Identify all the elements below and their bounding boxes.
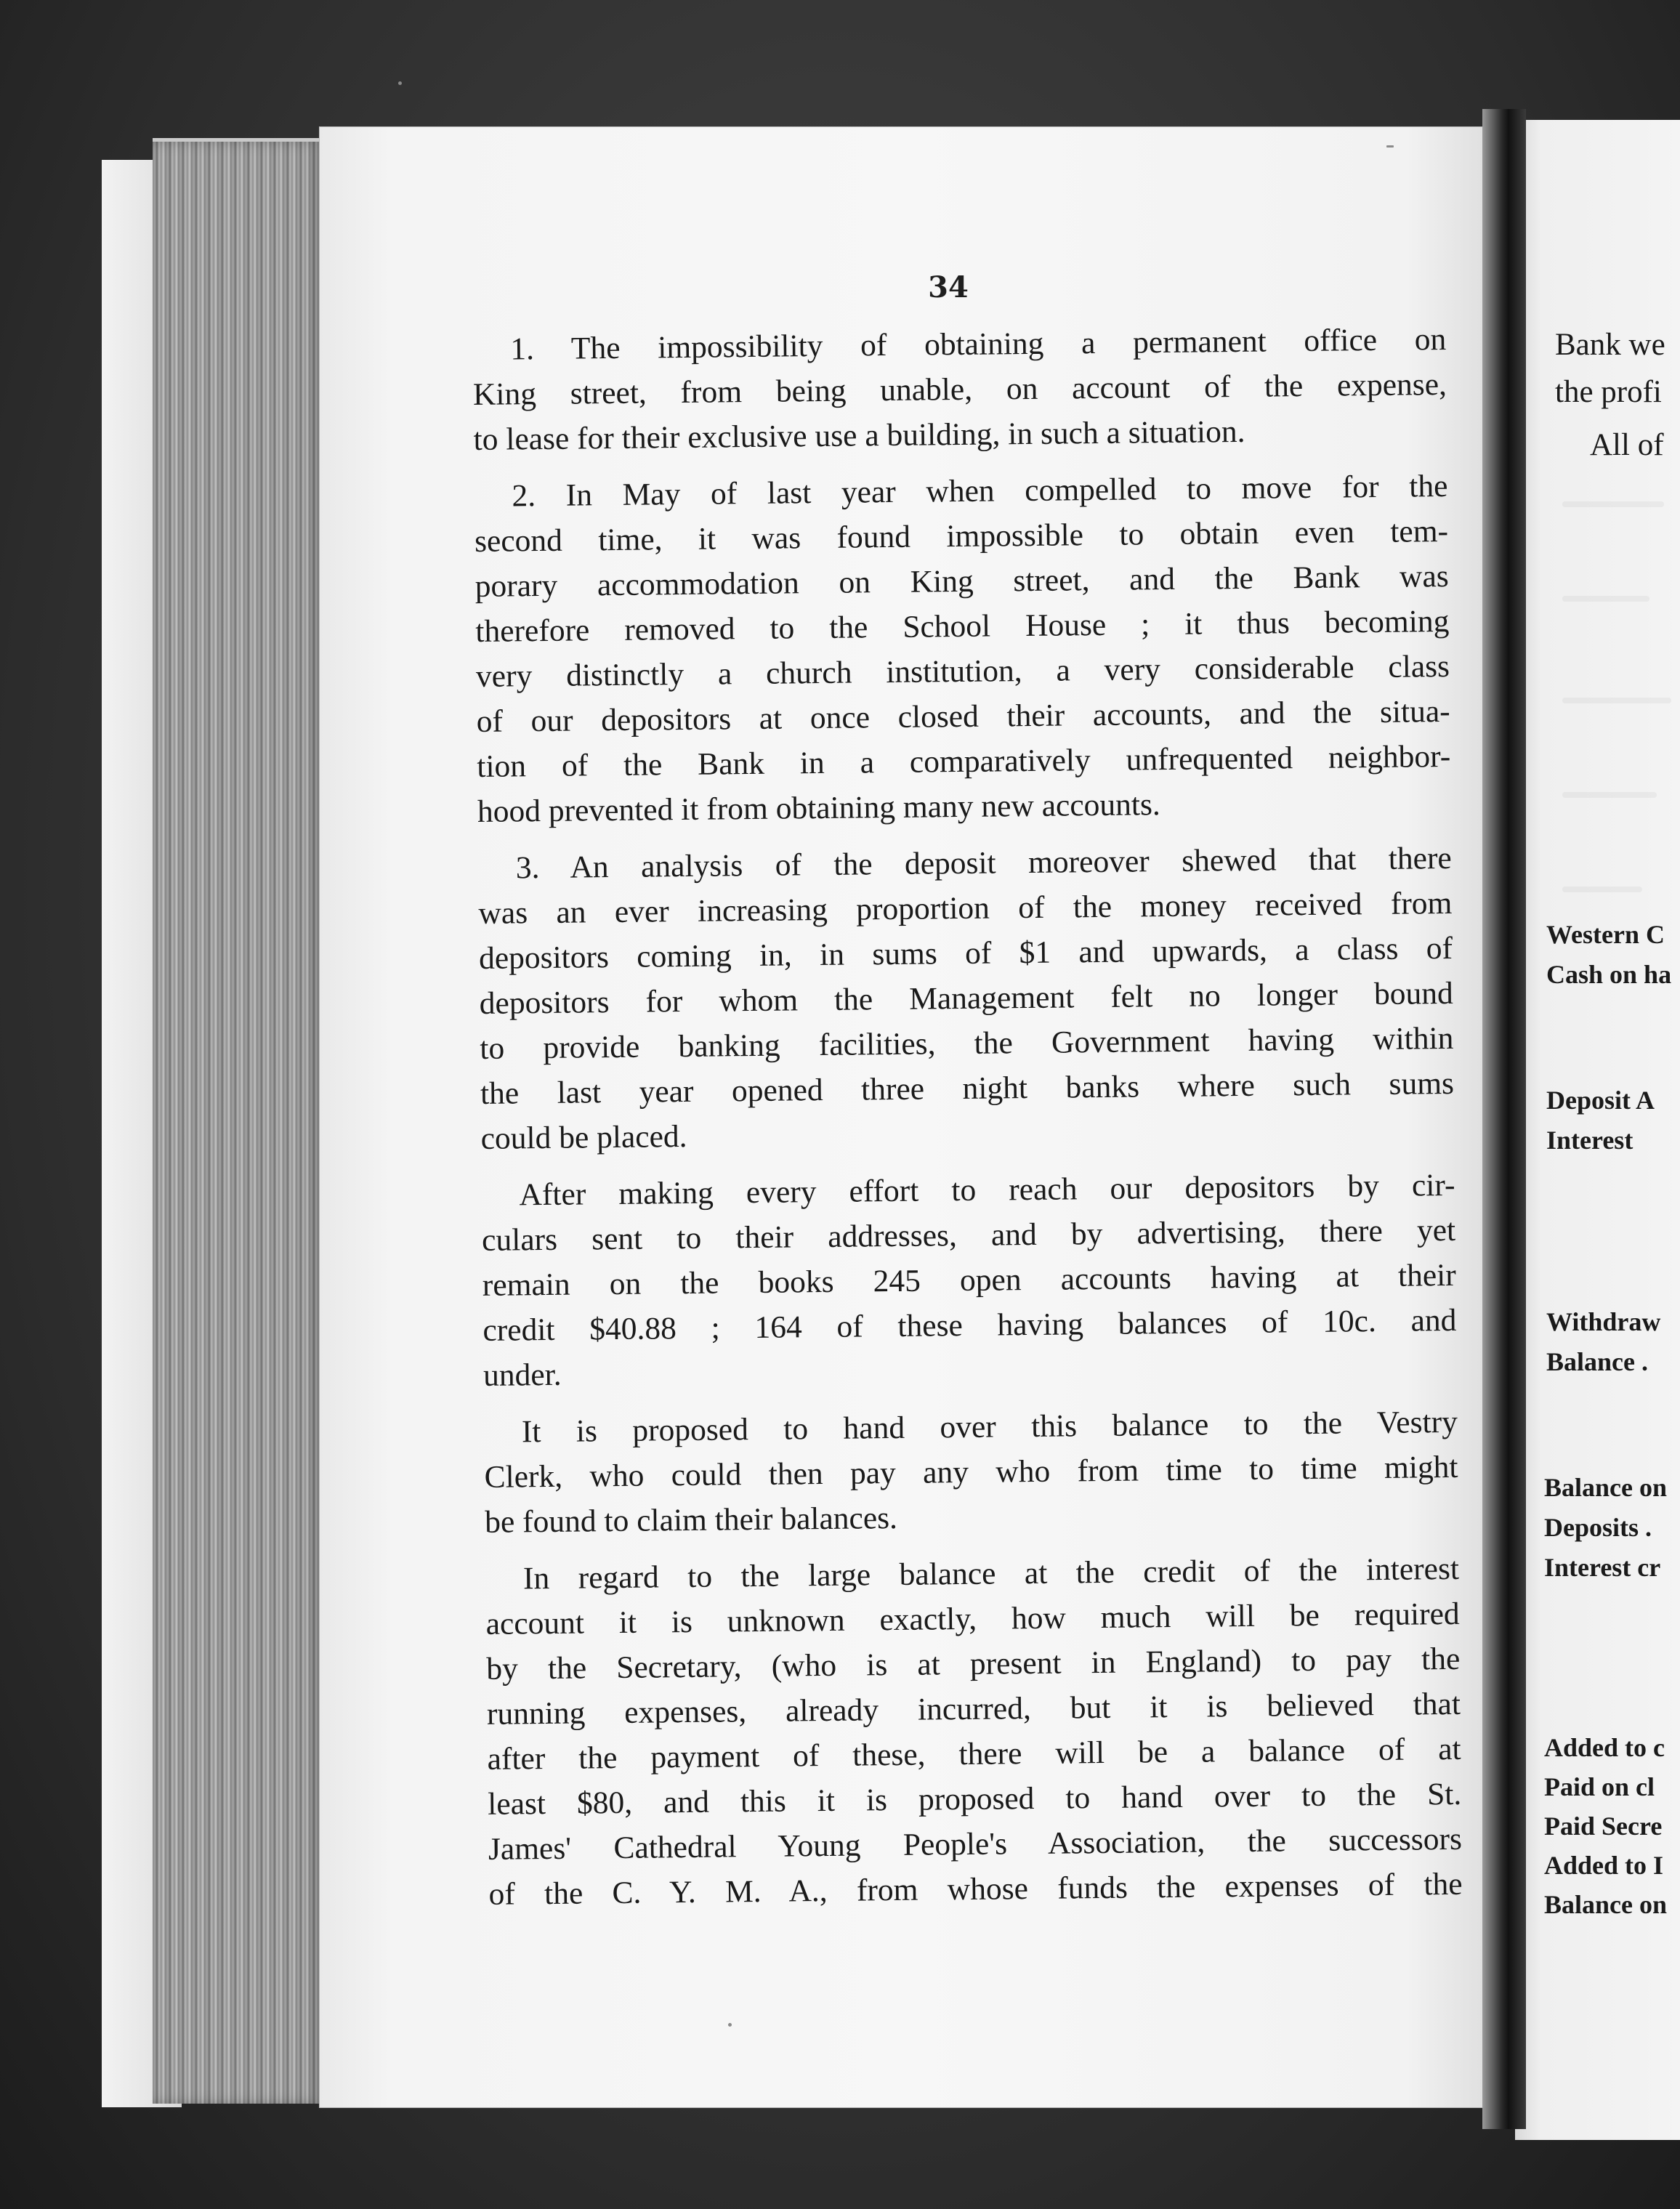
page-number: 34 <box>928 270 969 304</box>
text-line: 2. In May of last year when compelled to move for the <box>512 468 1448 514</box>
paragraph-2 <box>474 464 1451 834</box>
page-edges-stack <box>153 142 323 2104</box>
paragraph-4 <box>481 1163 1457 1398</box>
text-line: credit $40.88 ; 164 of these having balances of 10c. and <box>482 1302 1457 1348</box>
text-line: therefore removed to the School House ; it thus becoming <box>475 603 1450 649</box>
text-line: King street, from being unable, on account of the expense, <box>472 366 1447 412</box>
text-line: be found to claim their balances. <box>484 1500 898 1540</box>
text-line: James' Cathedral Young People's Association, the successors <box>488 1821 1463 1867</box>
text-line: account it is unknown exactly, how much will be required <box>485 1596 1460 1641</box>
text-line: culars sent to their addresses, and by advertising, there yet <box>481 1212 1456 1258</box>
right-page-text: Interest cr <box>1544 1553 1661 1582</box>
right-page-text: All of <box>1590 428 1664 462</box>
paragraph-5 <box>484 1400 1459 1545</box>
right-page-text: Deposits . <box>1544 1513 1652 1542</box>
text-line: the last year opened three night banks where such sums <box>480 1065 1455 1111</box>
bleed-through-mark <box>1562 596 1649 602</box>
right-page-text: Cash on ha <box>1546 960 1672 989</box>
left-page-body <box>472 317 1463 1929</box>
paragraph-1 <box>472 317 1447 462</box>
text-line: running expenses, already incurred, but it is believed that <box>486 1686 1461 1732</box>
text-line: porary accommodation on King street, and the Bank was <box>474 558 1449 604</box>
text-line: under. <box>482 1357 562 1393</box>
right-page-text: Western C <box>1546 920 1665 949</box>
right-page-text: the profi <box>1555 375 1662 409</box>
paragraph-3 <box>477 836 1454 1161</box>
text-line: after the payment of these, there will be a balance of at <box>487 1731 1461 1777</box>
text-line: by the Secretary, (who is at present in England) to pay the <box>486 1641 1461 1687</box>
text-line: remain on the books 245 open accounts having at their <box>482 1257 1456 1303</box>
text-line: depositors coming in, in sums of $1 and upwards, a class of <box>478 930 1453 976</box>
text-line: could be placed. <box>480 1118 687 1156</box>
right-page-text: Withdraw <box>1546 1307 1661 1336</box>
text-line: 3. An analysis of the deposit moreover shewed that there <box>515 840 1452 886</box>
dust-speck <box>728 2023 732 2027</box>
text-line: depositors for whom the Management felt no longer bound <box>479 975 1453 1021</box>
right-page-text: Bank we <box>1555 328 1665 362</box>
text-line: was an ever increasing proportion of the money received from <box>478 885 1453 931</box>
book-gutter <box>1482 109 1526 2129</box>
bleed-through-mark <box>1562 698 1671 703</box>
right-page-text: Paid on cl <box>1544 1772 1655 1801</box>
right-page-text: Paid Secre <box>1544 1812 1663 1841</box>
paragraph-6 <box>485 1546 1463 1917</box>
right-page-text: Added to I <box>1544 1851 1664 1880</box>
text-line: After making every effort to reach our depositors by cir- <box>519 1167 1455 1213</box>
text-line: very distinctly a church institution, a very considerable class <box>475 648 1450 694</box>
dust-speck <box>398 81 402 85</box>
text-line: least $80, and this it is proposed to hand over to the St. <box>488 1776 1462 1822</box>
right-page-text: Added to c <box>1544 1733 1665 1762</box>
text-line: of our depositors at once closed their accounts, and the situa- <box>476 693 1450 739</box>
text-line: Clerk, who could then pay any who from time to time might <box>484 1449 1458 1495</box>
bleed-through-mark <box>1562 887 1642 892</box>
text-line: tion of the Bank in a comparatively unfrequented neighbor- <box>477 738 1451 784</box>
text-line: hood prevented it from obtaining many new accounts. <box>477 787 1161 829</box>
right-page-text: Balance . <box>1546 1347 1648 1376</box>
right-page-text: Balance on <box>1544 1890 1668 1919</box>
bleed-through-mark <box>1562 501 1664 507</box>
right-page-text: Deposit A <box>1546 1086 1655 1115</box>
text-line: It is proposed to hand over this balance to the Vestry <box>521 1404 1458 1450</box>
text-line: In regard to the large balance at the credit of the interest <box>522 1551 1460 1596</box>
bleed-through-mark <box>1562 792 1657 798</box>
right-page-text: Balance on <box>1544 1473 1668 1502</box>
text-line: to provide banking facilities, the Government having within <box>480 1020 1454 1066</box>
text-line: 1. The impossibility of obtaining a permanent office on <box>510 321 1447 367</box>
text-line: of the C. Y. M. A., from whose funds the expenses of the <box>488 1866 1463 1912</box>
right-page-text: Interest <box>1546 1126 1633 1155</box>
text-line: second time, it was found impossible to obtain even tem- <box>474 513 1449 559</box>
dust-speck <box>1386 145 1394 148</box>
text-line: to lease for their exclusive use a building, in such a situation. <box>473 413 1245 457</box>
